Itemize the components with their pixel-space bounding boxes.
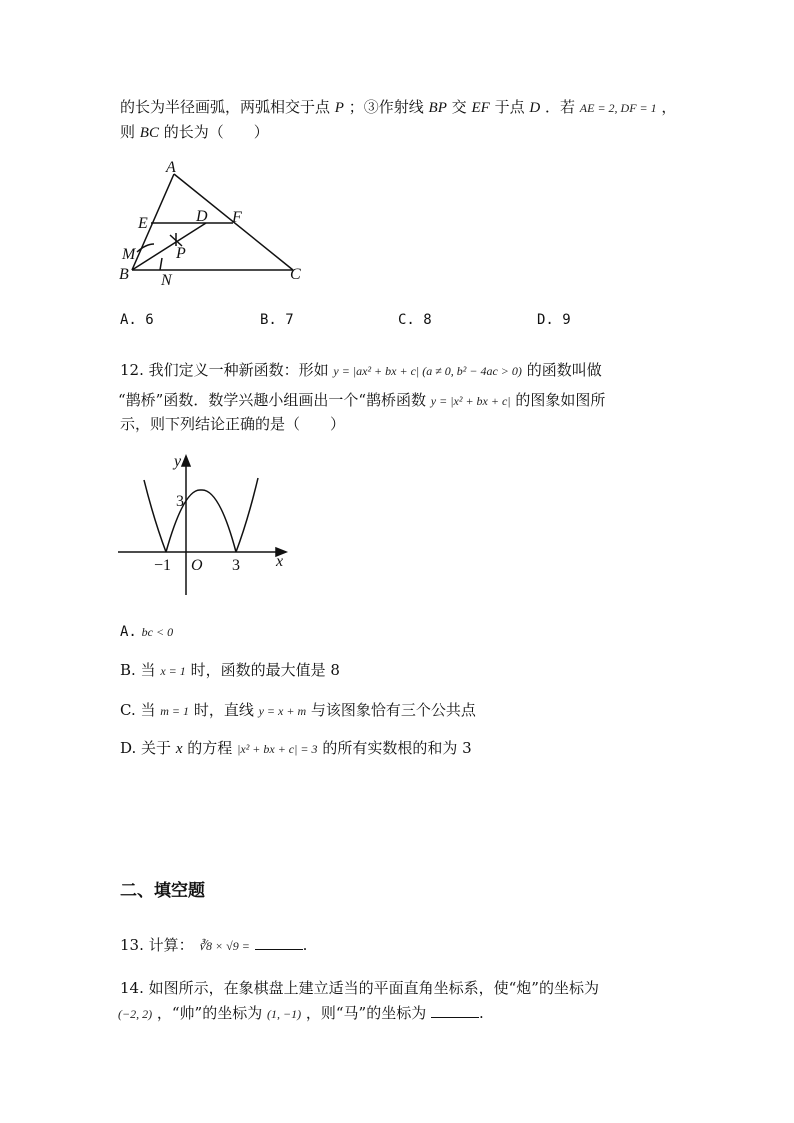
q11-text: 交 <box>451 98 467 116</box>
q12-option-c-eq1: m = 1 <box>160 704 190 718</box>
q12-text: 的方程 <box>187 739 233 757</box>
q12-text: 的所有实数根的和为 3 <box>322 739 472 757</box>
q12-text: 12. 我们定义一种新函数：形如 <box>120 361 329 379</box>
q14-answer-blank[interactable] <box>431 1003 479 1018</box>
label-n: N <box>161 272 172 289</box>
ray-bp: BP <box>428 100 447 116</box>
q14-line1: 14. 如图所示，在象棋盘上建立适当的平面直角坐标系，使“炮”的坐标为 <box>120 979 599 997</box>
q14-text: ，“帅”的坐标为 <box>156 1004 263 1022</box>
q11-triangle-figure <box>110 158 320 294</box>
q12-option-a[interactable] <box>120 621 173 642</box>
q14-shuai-coord: (1, −1) <box>267 1007 302 1021</box>
axis-x-label: x <box>276 553 284 570</box>
q12-option-b-eq: x = 1 <box>160 664 186 678</box>
q12-text: “鹊桥”函数．数学兴趣小组画出一个“鹊桥函数 <box>118 391 427 409</box>
q12-text: 与该图象恰有三个公共点 <box>310 701 476 719</box>
q12-text: 时，函数的最大值是 8 <box>190 661 340 679</box>
q11-condition: AE = 2, DF = 1 <box>579 101 657 115</box>
q11-option-a[interactable]: A. 6 <box>120 312 154 328</box>
q12-option-d-eq: |x² + bx + c| = 3 <box>237 742 318 756</box>
q11-text: 的长为半径画弧，两弧相交于点 <box>120 98 331 116</box>
q13-expression: ∛8 × √9 = <box>198 939 250 953</box>
label-e: E <box>138 215 148 232</box>
q12-text: 的图象如图所 <box>515 391 606 409</box>
q11-text: 则 <box>120 123 136 141</box>
label-a: A <box>166 159 176 176</box>
root-neg1-label: −1 <box>154 557 172 574</box>
q12-option-b[interactable] <box>120 660 340 681</box>
q12-text: 时，直线 <box>193 701 254 719</box>
root-3-label: 3 <box>232 557 240 574</box>
axis-y-label: y <box>174 453 182 470</box>
q12-definition-equation: y = |ax² + bx + c| (a ≠ 0, b² − 4ac > 0) <box>333 364 522 378</box>
label-c: C <box>290 266 301 283</box>
q11-text: ；③作射线 <box>348 98 424 116</box>
origin-label: O <box>191 557 203 574</box>
q12-text: 的函数叫做 <box>526 361 602 379</box>
q11-text: 于点 <box>494 98 525 116</box>
q13-line <box>120 935 307 956</box>
q12-option-c[interactable] <box>120 700 476 721</box>
q13-text: 13. 计算： <box>120 936 194 954</box>
q12-line2 <box>118 390 605 411</box>
q12-text: B. 当 <box>120 661 156 679</box>
q11-option-c[interactable]: C. 8 <box>398 312 432 328</box>
q12-text: C. 当 <box>120 701 156 719</box>
q12-line1 <box>120 360 602 381</box>
q12-text: D. 关于 <box>120 739 172 757</box>
label-m: M <box>122 246 136 263</box>
q14-line2 <box>118 1003 484 1024</box>
q11-option-d[interactable]: D. 9 <box>537 312 571 328</box>
q11-line1 <box>120 97 676 118</box>
section-title: 二、填空题 <box>120 881 205 901</box>
q11-text: ， <box>661 98 677 116</box>
segment-bc: BC <box>139 125 159 141</box>
q13-answer-blank[interactable] <box>255 935 303 950</box>
option-letter: A. <box>120 624 137 640</box>
label-p: P <box>176 245 186 262</box>
q12-line3: 示，则下列结论正确的是（ ） <box>120 415 346 433</box>
label-f: F <box>232 209 242 226</box>
label-d: D <box>196 208 208 225</box>
point-d: D <box>529 100 541 116</box>
q12-graph-equation: y = |x² + bx + c| <box>430 394 511 408</box>
q11-line2 <box>120 122 269 143</box>
q11-text: ．若 <box>544 98 575 116</box>
q12-option-d[interactable] <box>120 738 472 759</box>
point-p: P <box>334 100 344 116</box>
variable-x: x <box>175 741 183 757</box>
q14-text: . <box>479 1004 484 1022</box>
q12-function-graph <box>116 450 296 600</box>
q11-text: 的长为（ ） <box>163 123 269 141</box>
q12-option-a-eq: bc < 0 <box>141 625 174 639</box>
q13-text: . <box>302 936 308 954</box>
label-b: B <box>119 266 129 283</box>
q14-text: ，则“马”的坐标为 <box>305 1004 427 1022</box>
q11-option-b[interactable]: B. 7 <box>260 312 294 328</box>
segment-ef: EF <box>471 100 490 116</box>
y-intercept-label: 3 <box>176 493 184 510</box>
q12-option-c-eq2: y = x + m <box>258 704 307 718</box>
q14-pao-coord: (−2, 2) <box>118 1007 153 1021</box>
